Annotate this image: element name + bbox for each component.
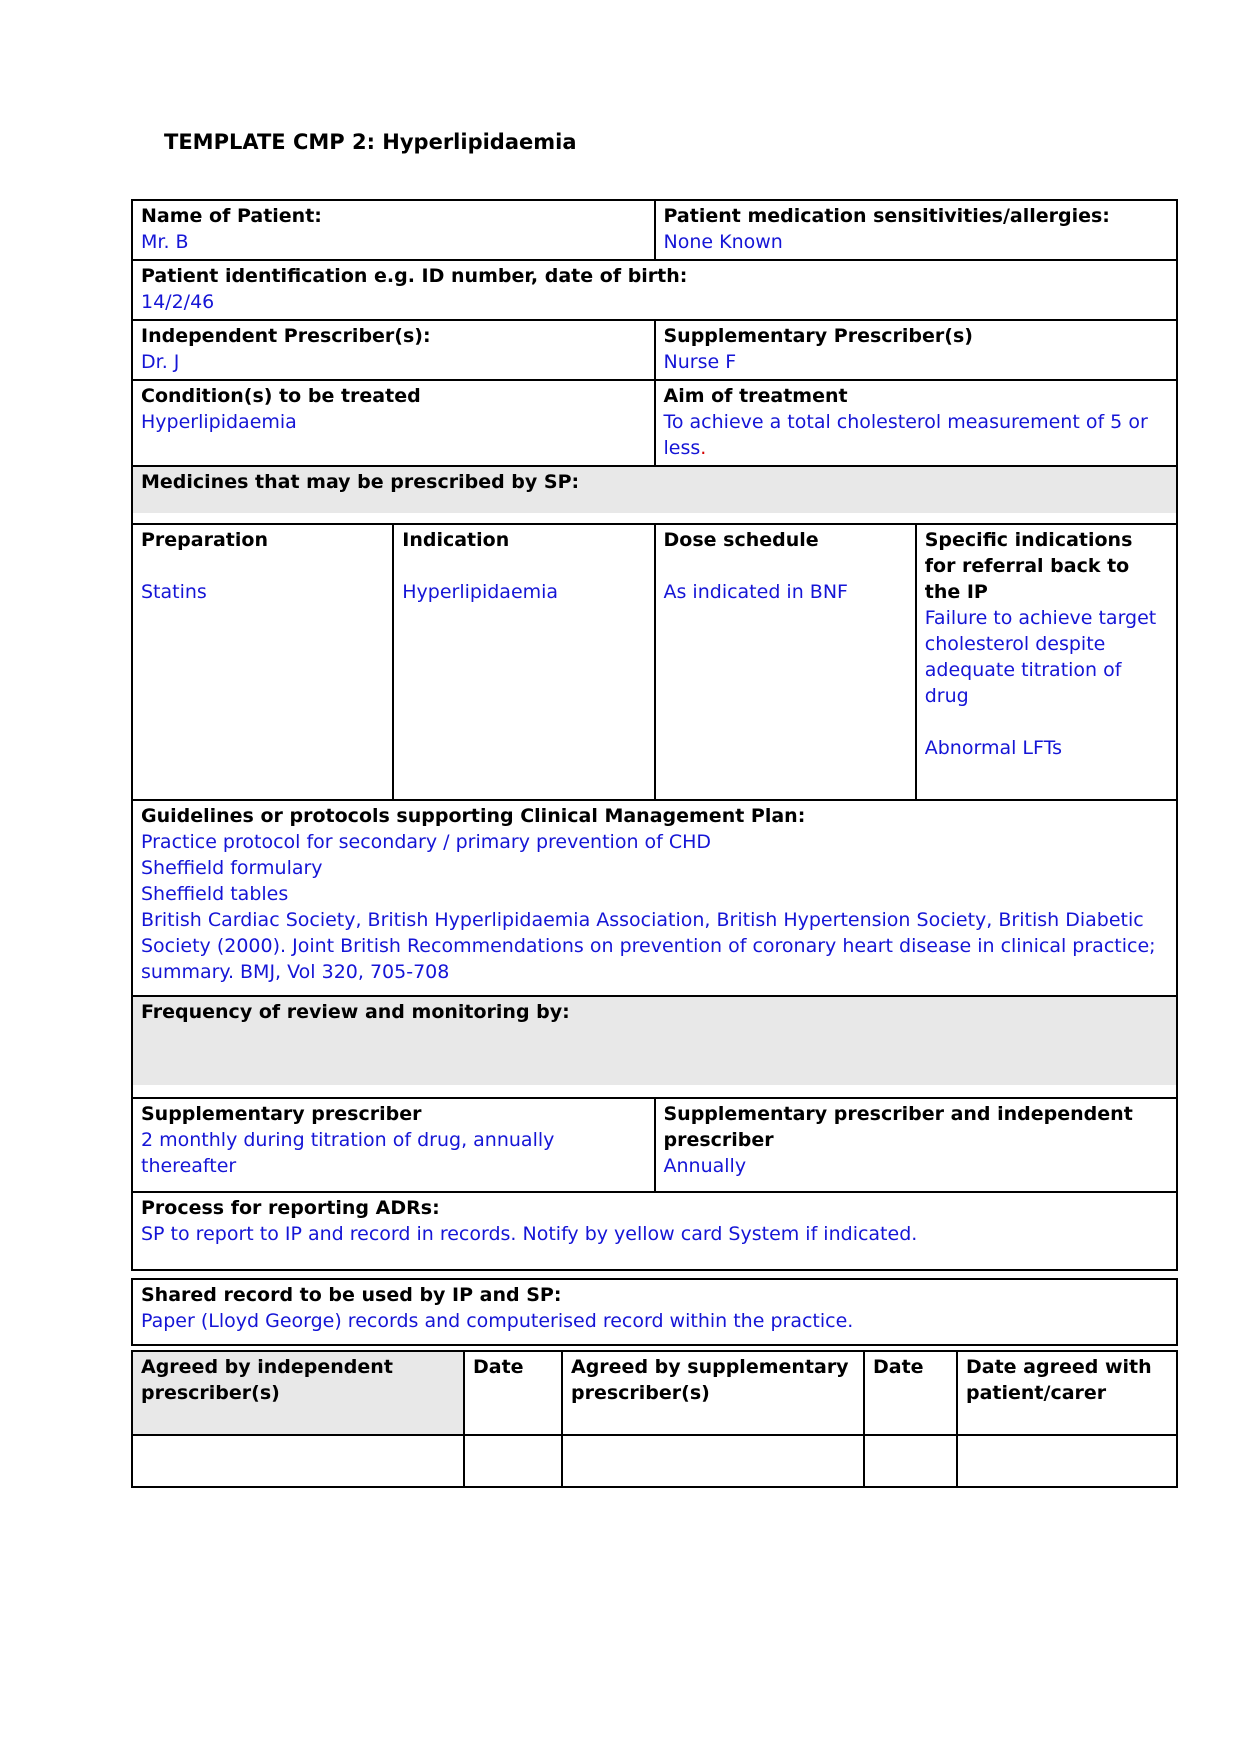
cmp-main-table [131,199,1178,1271]
cell-preparation [132,524,393,800]
agreed-ip-header: Agreed by independent prescriber(s) [141,1356,393,1404]
patient-name-label: Name of Patient: [141,205,322,227]
aim-red-period: . [700,437,707,459]
row-frequency-section [132,996,1177,1098]
cell-aim [655,380,1178,466]
patient-date-header: Date agreed with patient/carer [966,1356,1152,1404]
cmp-form [131,199,1178,1488]
supplementary-prescriber-value: Nurse F [663,351,737,373]
review-sp-label: Supplementary prescriber [141,1103,422,1125]
sp-date-header-cell [864,1351,957,1435]
guidelines-line-3: Sheffield tables [141,883,289,905]
referral-indications-header: Specific indications for referral back to the IP [924,529,1133,603]
referral-indications-value: Failure to achieve target cholesterol despite adequate titration of drug [924,607,1157,707]
shared-record-table [131,1278,1178,1346]
independent-prescriber-value: Dr. J [141,351,180,373]
cell-referral-indications [916,524,1177,800]
cell-sensitivities [655,200,1178,260]
agreed-sp-header-cell [562,1351,864,1435]
aim-label: Aim of treatment [663,385,848,407]
identification-value: 14/2/46 [141,291,215,313]
preparation-header: Preparation [141,529,268,551]
supplementary-prescriber-label: Supplementary Prescriber(s) [663,325,973,347]
indication-header: Indication [402,529,510,551]
row-condition-aim [132,380,1177,466]
patient-date-entry-cell [957,1435,1177,1487]
row-review [132,1098,1177,1192]
cell-guidelines [132,800,1177,996]
cell-condition [132,380,655,466]
sp-date-header: Date [873,1356,924,1378]
cell-shared-record [132,1279,1177,1345]
agreement-table [131,1350,1178,1488]
agreed-sp-entry-cell [562,1435,864,1487]
sensitivities-value: None Known [663,231,783,253]
guidelines-label: Guidelines or protocols supporting Clinical Management Plan: [141,805,806,827]
agreed-sp-header: Agreed by supplementary prescriber(s) [571,1356,849,1404]
review-sp-value: 2 monthly during titration of drug, annually thereafter [141,1129,555,1177]
frequency-section-label: Frequency of review and monitoring by: [141,1001,570,1023]
cell-identification [132,260,1177,320]
identification-label: Patient identification e.g. ID number, date of birth: [141,265,688,287]
shared-record-value: Paper (Lloyd George) records and computerised record within the practice. [141,1310,854,1332]
independent-prescriber-label: Independent Prescriber(s): [141,325,431,347]
medicines-section-header [133,467,1176,513]
medicines-section-label: Medicines that may be prescribed by SP: [141,471,580,493]
row-guidelines [132,800,1177,996]
agreed-ip-header-cell [132,1351,464,1435]
patient-name-value: Mr. B [141,231,189,253]
row-identification [132,260,1177,320]
sensitivities-label: Patient medication sensitivities/allergies: [663,205,1110,227]
cell-independent-prescriber [132,320,655,380]
adr-value: SP to report to IP and record in records. Notify by yellow card System if indicated. [141,1223,918,1245]
cell-patient-name [132,200,655,260]
page-title: TEMPLATE CMP 2: Hyperlipidaemia [164,130,577,154]
row-medicines [132,524,1177,800]
shared-record-label: Shared record to be used by IP and SP: [141,1284,562,1306]
row-medicines-section [132,466,1177,524]
referral-indications-value2: Abnormal LFTs [924,737,1062,759]
cell-review-sp [132,1098,655,1192]
cell-adr [132,1192,1177,1270]
condition-label: Condition(s) to be treated [141,385,421,407]
adr-label: Process for reporting ADRs: [141,1197,440,1219]
preparation-value: Statins [141,581,207,603]
cell-dose-schedule [655,524,916,800]
guidelines-line-4: British Cardiac Society, British Hyperlipidaemia Association, British Hypertension Society, British Diabetic Society (2000). Joint British Recommendations on prevention of coronary heart disease in clinical practice; summary. BMJ, Vol 320, 705-708 [141,909,1156,983]
guidelines-line-1: Practice protocol for secondary / primary prevention of CHD [141,831,712,853]
sp-date-entry-cell [864,1435,957,1487]
frequency-section-header [133,997,1176,1085]
condition-value: Hyperlipidaemia [141,411,297,433]
ip-date-header: Date [473,1356,524,1378]
aim-value: To achieve a total cholesterol measurement of 5 or less. [663,411,1148,459]
guidelines-line-2: Sheffield formulary [141,857,323,879]
patient-date-header-cell [957,1351,1177,1435]
agreed-ip-entry-cell [132,1435,464,1487]
ip-date-header-cell [464,1351,562,1435]
row-agreement-entries [132,1435,1177,1487]
row-patient [132,200,1177,260]
indication-value: Hyperlipidaemia [402,581,559,603]
cell-medicines-section [132,466,1177,524]
review-both-value: Annually [663,1155,747,1177]
ip-date-entry-cell [464,1435,562,1487]
review-both-label: Supplementary prescriber and independent prescriber [663,1103,1133,1151]
dose-schedule-header: Dose schedule [663,529,819,551]
cell-frequency-section [132,996,1177,1098]
row-adr [132,1192,1177,1270]
cell-indication [393,524,654,800]
cell-supplementary-prescriber [655,320,1178,380]
row-agreement-headers [132,1351,1177,1435]
row-shared-record [132,1279,1177,1345]
dose-schedule-value: As indicated in BNF [663,581,848,603]
row-prescribers [132,320,1177,380]
cell-review-both [655,1098,1178,1192]
